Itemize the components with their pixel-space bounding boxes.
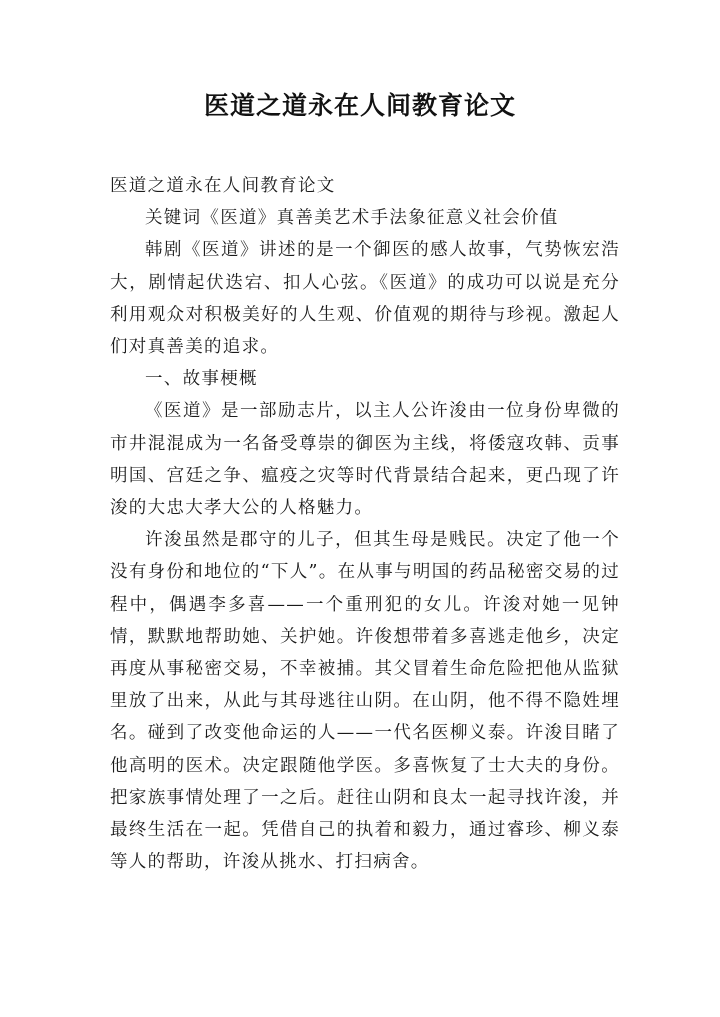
- paragraph-synopsis-1: 《医道》是一部励志片，以主人公许浚由一位身份卑微的市井混混成为一名备受尊崇的御医为主线，将倭寇攻韩、贡事明国、宫廷之争、瘟疫之灾等时代背景结合起来，更凸现了许浚的大忠大孝大公的人格魅力。: [110, 401, 620, 519]
- document-title: 医道之道永在人间教育论文: [203, 91, 516, 120]
- paragraph-subtitle: 医道之道永在人间教育论文: [110, 176, 336, 196]
- paragraph-keywords: 关键词《医道》真善美艺术手法象征意义社会价值: [145, 208, 559, 229]
- paragraph-intro: 韩剧《医道》讲述的是一个御医的感人故事，气势恢宏浩大，剧情起伏迭宕、扣人心弦。《医道》的成功可以说是充分利用观众对积极美好的人生观、价值观的期待与珍视。激起人们对真善美的追求。: [110, 240, 620, 358]
- document-body: [110, 170, 620, 878]
- section-heading-synopsis: 一、故事梗概: [145, 369, 258, 390]
- paragraph-synopsis-2: 许浚虽然是郡守的儿子，但其生母是贱民。决定了他一个没有身份和地位的“下人”。在从事与明国的药品秘密交易的过程中，偶遇李多喜——一个重刑犯的女儿。许浚对她一见钟情，默默地帮助她、关护她。许俊想带着多喜逃走他乡，决定再度从事秘密交易，不幸被捕。其父冒着生命危险把他从监狱里放了出来，从此与其母逃往山阴。在山阴，他不得不隐姓埋名。碰到了改变他命运的人——一代名医柳义泰。许浚目睹了他高明的医术。决定跟随他学医。多喜恢复了士大夫的身份。把家族事情处理了一之后。赶往山阴和良太一起寻找许浚，并最终生活在一起。凭借自己的执着和毅力，通过睿珍、柳义泰等人的帮助，许浚从挑水、打扫病舍。: [110, 530, 620, 873]
